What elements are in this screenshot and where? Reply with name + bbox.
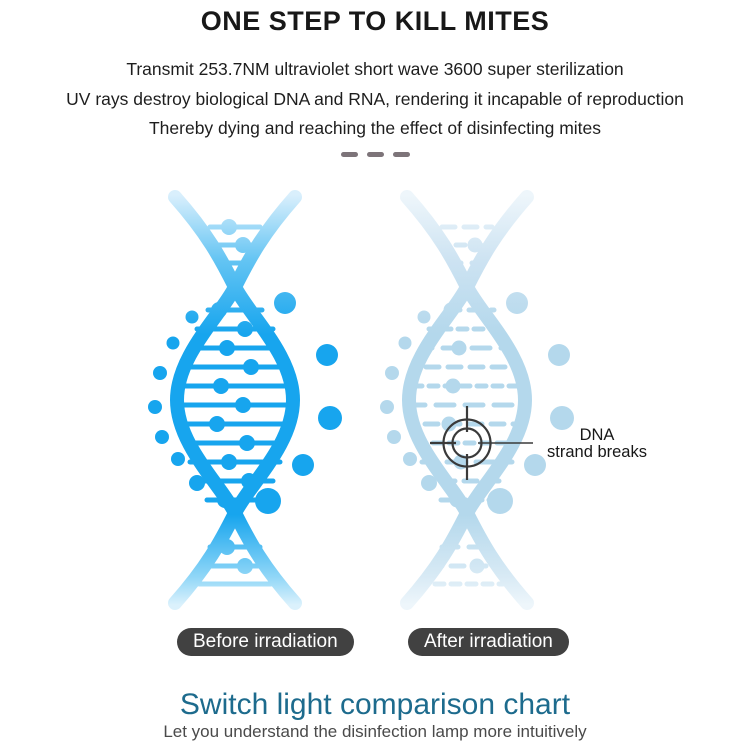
helix-rung-dot [213,378,229,394]
helix-dot [171,452,185,466]
helix-dot [421,475,437,491]
helix-rung-dot [235,237,251,253]
helix-dot [316,344,338,366]
helix-dot [403,452,417,466]
helix-rung-dot [217,492,233,508]
separator-dash [367,152,384,157]
helix-dot [548,344,570,366]
helix-rung-dot [241,473,257,489]
helix-dot [148,400,162,414]
helix-rung-dot [237,558,253,574]
separator [0,152,750,157]
separator-dash [341,152,358,157]
helix-dot [153,366,167,380]
helix-rung-dot [211,302,227,318]
helix-dot [274,292,296,314]
dna-strand-breaks-label [538,427,656,461]
helix-rung-dot [235,397,251,413]
separator-dash [393,152,410,157]
helix-dot [292,454,314,476]
helix-dot [155,430,169,444]
helix-dot [399,337,412,350]
helix-dot [385,366,399,380]
helix-rung-dot [219,340,235,356]
helix-dot [387,430,401,444]
helix-rung-dot [237,321,253,337]
helix-dot [167,337,180,350]
helix-rung-dot [452,341,467,356]
helix-strand [409,197,527,603]
page-title: ONE STEP TO KILL MITES [200,6,550,36]
helix-rung-dot [219,539,235,555]
helix-strand [175,197,293,603]
helix-dot [189,475,205,491]
helix-rung-dot [468,238,483,253]
dna-helix-before [148,197,342,603]
description-line: Thereby dying and reaching the effect of disinfecting mites [148,118,602,138]
helix-rung-dot [221,219,237,235]
helix-rung-dot [243,359,259,375]
before-irradiation-label: Before irradiation [177,628,354,656]
after-irradiation-label: After irradiation [408,628,569,656]
dna-strand-breaks-line1: DNA [579,426,615,444]
helix-strand [177,197,295,603]
helix-rung-dot [446,379,461,394]
helix-strand [407,197,525,603]
description-block [0,55,750,144]
helix-rung-dot [450,493,465,508]
helix-rung-dot [470,559,485,574]
helix-dot [418,311,431,324]
helix-dot [318,406,342,430]
footer-subheading: Let you understand the disinfection lamp more intuitively [163,722,587,741]
helix-rung-dot [239,435,255,451]
helix-rung-dot [444,303,459,318]
helix-dot [487,488,513,514]
helix-rung-dot [209,416,225,432]
description-line: UV rays destroy biological DNA and RNA, rendering it incapable of reproduction [66,88,684,109]
description-line: Transmit 253.7NM ultraviolet short wave 3600 super sterilization [126,59,624,79]
footer-heading: Switch light comparison chart [179,688,571,721]
helix-rung-dot [221,454,237,470]
dna-helix-after [380,197,574,603]
helix-dot [380,400,394,414]
helix-dot [186,311,199,324]
dna-illustration [0,190,750,620]
helix-dot [506,292,528,314]
helix-dot [255,488,281,514]
dna-strand-breaks-line2: strand breaks [547,443,647,461]
